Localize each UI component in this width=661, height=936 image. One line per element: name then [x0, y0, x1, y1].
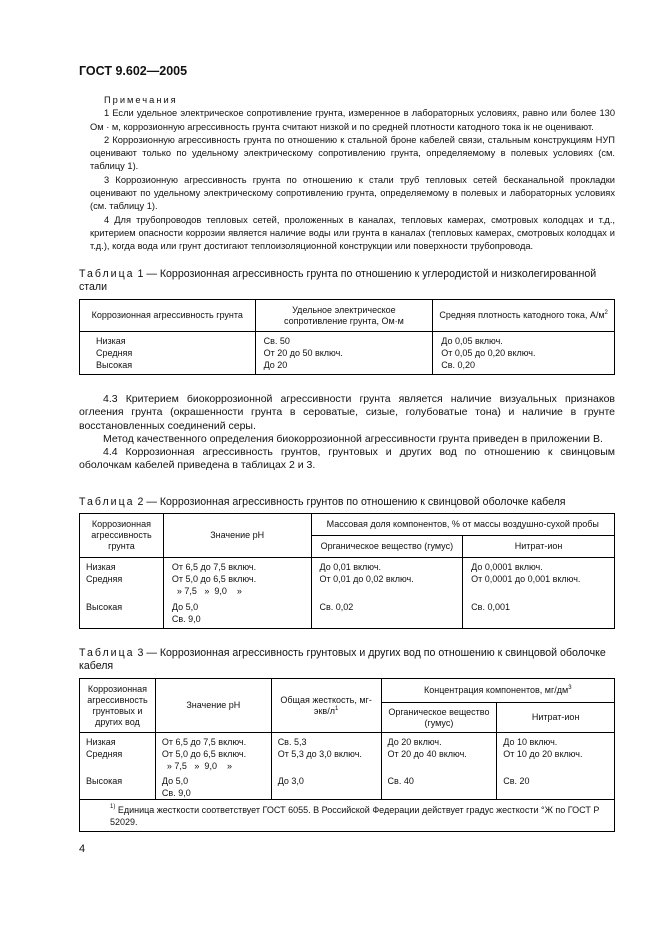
- table-cell: До 10 включ.: [497, 733, 615, 749]
- table3-header: Органическое вещество (гумус): [381, 703, 497, 733]
- table-label: Таблица: [79, 647, 135, 659]
- table2-header: Нитрат-ион: [463, 536, 615, 558]
- table-2: [79, 513, 615, 629]
- table-cell: До 0,05 включ.: [433, 332, 615, 348]
- table-cell: Св. 5,3: [271, 733, 381, 749]
- table-cell: До 5,0 Св. 9,0: [155, 772, 271, 800]
- table-cell: Средняя: [80, 573, 164, 597]
- table-cell: От 0,01 до 0,02 включ.: [311, 573, 463, 597]
- note-item: 1 Если удельное электрическое сопротивление грунта, измеренное в лабораторных условиях, равно или более 130 Ом · м, коррозионную агрессивность грунта считают низкой и по средней плотности катодного тока iк не оценивают.: [90, 108, 615, 132]
- note-item: 4 Для трубопроводов тепловых сетей, проложенных в каналах, тепловых камерах, смотровых колодцах и т.д., критерием опасности коррозии является наличие воды или грунта в каналах (тепловых камерах, смотровых колодцах и т.д.), когда вода или грунт достигают теплоизоляционной конструкции или поверхности трубопровода.: [90, 214, 615, 252]
- table-cell: Низкая: [80, 558, 164, 574]
- table-cell: От 10 до 20 включ.: [497, 748, 615, 772]
- table-cell: Средняя: [80, 748, 156, 772]
- table-cell: До 0,0001 включ.: [463, 558, 615, 574]
- table-cell: От 20 до 50 включ.: [255, 347, 433, 359]
- table-caption-text: 2 — Коррозионная агрессивность грунтов по отношению к свинцовой оболочке кабеля: [134, 496, 566, 508]
- table-caption-text: 3 — Коррозионная агрессивность грунтовых и других вод по отношению к свинцовой оболочке кабеля: [79, 647, 606, 672]
- table3-header: Концентрация компонентов, $мг/дм^3$: [381, 679, 614, 703]
- table-label: Таблица: [79, 496, 135, 508]
- table1-caption: [79, 268, 615, 294]
- table2-header: Коррозионная агрессивность грунта: [80, 514, 164, 558]
- table-cell: От 6,5 до 7,5 включ.: [155, 733, 271, 749]
- table-cell: До 5,0 Св. 9,0: [163, 597, 311, 629]
- table2-caption: [79, 496, 615, 509]
- table1-header: Удельное электрическое сопротивление грунта, Ом·м: [255, 300, 433, 332]
- notes-block: [90, 94, 615, 254]
- table3-header: Коррозионная агрессивность грунтовых и других вод: [80, 679, 156, 733]
- table-cell: Св. 0,20: [433, 359, 615, 375]
- table-cell: Средняя: [80, 347, 256, 359]
- table-cell: От 5,0 до 6,5 включ. » 7,5 » 9,0 »: [163, 573, 311, 597]
- table3-caption: [79, 647, 615, 673]
- table-cell: Св. 40: [381, 772, 497, 800]
- table2-header: Массовая доля компонентов, % от массы воздушно-сухой пробы: [311, 514, 615, 536]
- table3-header: Общая жесткость, $мг-экв/л^1$: [271, 679, 381, 733]
- table-cell: Высокая: [80, 597, 164, 629]
- table-cell: От 6,5 до 7,5 включ.: [163, 558, 311, 574]
- table-cell: Св. 20: [497, 772, 615, 800]
- table-label: Таблица: [79, 268, 135, 280]
- table3-footnote: $^{1)}$ Единица жесткости соответствует ГОСТ 6055. В Российской Федерации действует градус жесткости °Ж по ГОСТ Р 52029.: [80, 800, 615, 832]
- table3-header: Нитрат-ион: [497, 703, 615, 733]
- paragraph: 4.4 Коррозионная агрессивность грунтов, грунтовых и других вод по отношению к свинцовым оболочкам кабелей приведена в таблицах 2 и 3.: [79, 446, 615, 472]
- table-cell: Высокая: [80, 772, 156, 800]
- note-item: 3 Коррозионную агрессивность грунта по отношению к стали труб тепловых сетей бесканальной прокладки оценивают по удельному электрическому сопротивлению грунта, определяемому в полевых и лабораторных условиях (см. таблицу 1).: [90, 174, 615, 212]
- table-cell: От 20 до 40 включ.: [381, 748, 497, 772]
- table-cell: Низкая: [80, 733, 156, 749]
- table1-header: Средняя плотность катодного тока, $А/м^2$: [433, 300, 615, 332]
- body-text: [79, 393, 615, 473]
- paragraph: Метод качественного определения биокоррозионной агрессивности грунта приведен в приложении В.: [103, 432, 603, 445]
- table-1: [79, 299, 615, 375]
- table-caption-text: 1 — Коррозионная агрессивность грунта по отношению к углеродистой и низколегированной стали: [79, 268, 597, 293]
- table-cell: До 20: [255, 359, 433, 375]
- table-cell: От 0,0001 до 0,001 включ.: [463, 573, 615, 597]
- table-cell: До 3,0: [271, 772, 381, 800]
- table-cell: Св. 50: [255, 332, 433, 348]
- table-cell: Св. 0,02: [311, 597, 463, 629]
- note-item: 2 Коррозионную агрессивность грунта по отношению к стальной броне кабелей связи, стальным конструкциям НУП оценивают только по удельному электрическому сопротивлению грунта, определяемому в полевых условиях (см. таблицу 1).: [90, 134, 615, 172]
- table-cell: Высокая: [80, 359, 256, 375]
- page-number: 4: [79, 843, 86, 855]
- paragraph: 4.3 Критерием биокоррозионной агрессивности грунта является наличие визуальных признаков оглеения грунта (окрашенности грунта в сероватые, сизые, голубоватые тона) и наличие в грунте восстановленных соединений серы.: [79, 393, 615, 432]
- table-cell: От 5,0 до 6,5 включ. » 7,5 » 9,0 »: [155, 748, 271, 772]
- table-cell: Низкая: [80, 332, 256, 348]
- table-cell: Св. 0,001: [463, 597, 615, 629]
- table1-header: Коррозионная агрессивность грунта: [80, 300, 256, 332]
- notes-heading: Примечания: [104, 95, 178, 105]
- table2-header: Органическое вещество (гумус): [311, 536, 463, 558]
- table-cell: От 0,05 до 0,20 включ.: [433, 347, 615, 359]
- table-cell: До 20 включ.: [381, 733, 497, 749]
- table-3: [79, 678, 615, 832]
- table-cell: От 5,3 до 3,0 включ.: [271, 748, 381, 772]
- page-header: ГОСТ 9.602—2005: [79, 64, 188, 78]
- table3-header: Значение рН: [155, 679, 271, 733]
- table2-header: Значение рН: [163, 514, 311, 558]
- table-cell: До 0,01 включ.: [311, 558, 463, 574]
